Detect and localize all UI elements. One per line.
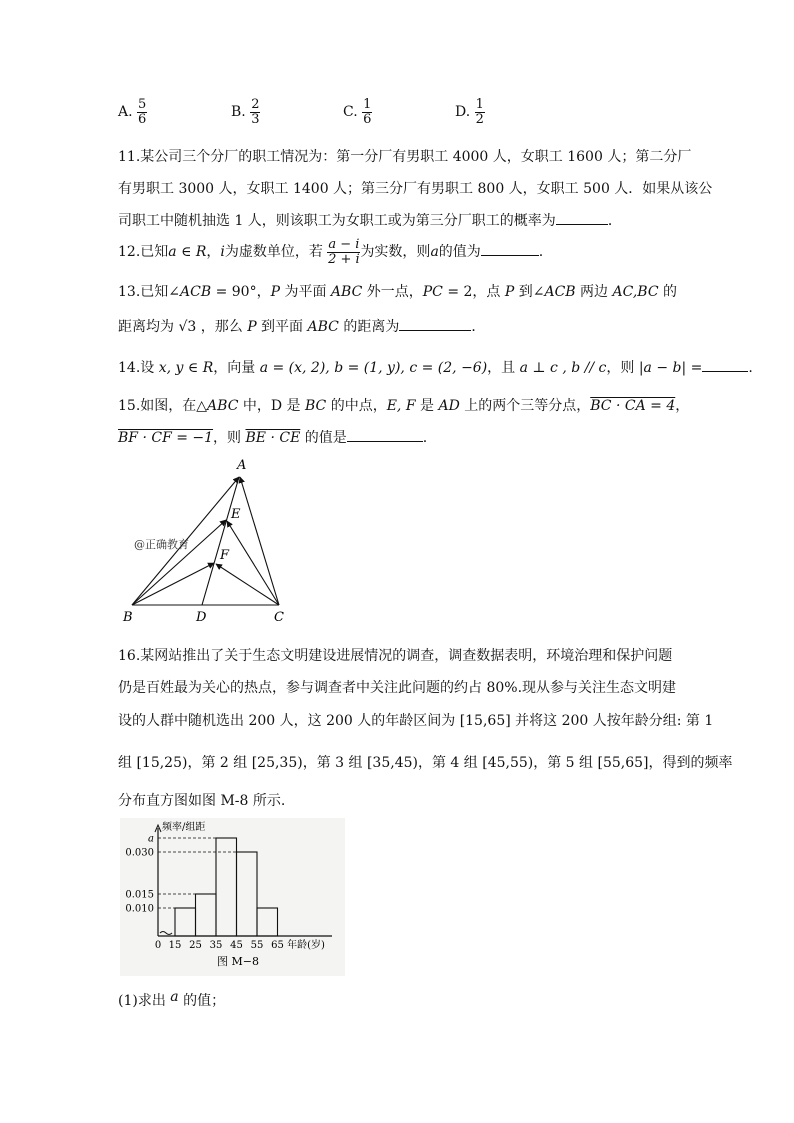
q12-mid: ， (206, 244, 221, 261)
q13-abc2: ABC (307, 319, 339, 335)
q11-line2: 有男职工 3000 人，女职工 1400 人；第三分厂有男职工 800 人，女职工 500 人．如果从该公 (118, 181, 713, 197)
q13-line2 (118, 316, 485, 336)
segment-da (202, 477, 239, 605)
q13-t5: = 2，点 (442, 284, 505, 300)
x-tick-label: 0 (154, 940, 162, 951)
q15-t6: ， (675, 398, 690, 414)
q13-p1: P (270, 284, 280, 300)
q12-end: . (538, 244, 544, 261)
q15-ef: E, F (386, 398, 416, 414)
q15-dot1: BC · CA = 4 (590, 398, 676, 414)
q15-t7: ，则 (213, 430, 246, 446)
q12-cond: a ∈ R (168, 244, 207, 261)
q11-answer-blank[interactable] (556, 223, 608, 225)
q12-i: i (220, 244, 225, 261)
label-c: C (274, 610, 284, 625)
q15-end: . (422, 430, 428, 446)
option-d (455, 98, 485, 126)
q13-t3: 为平面 (280, 284, 331, 300)
q16-line3: 设的人群中随机选出 200 人，这 200 人的年龄区间为 [15,65] 并将这 200 人按年龄分组: 第 1 (118, 713, 714, 729)
q16-line5: 分布直方图如图 M-8 所示. (118, 793, 286, 809)
q15-bc: BC (304, 398, 327, 414)
triangle-figure (120, 455, 300, 630)
q13-pc: PC (422, 284, 443, 300)
q14-cond: a ⊥ c , b // c (519, 360, 607, 376)
figure-caption: 图 M−8 (217, 955, 259, 968)
q12-a: a (430, 244, 439, 261)
q14-line (118, 357, 753, 377)
q16-line1: 16.某网站推出了关于生态文明建设进展情况的调查，调查数据表明，环境治理和保护问题 (118, 648, 673, 664)
option-d-label: D. (455, 104, 471, 121)
q14-answer-blank[interactable] (702, 370, 748, 372)
y-tick-label: a (148, 833, 154, 845)
q12-answer-blank[interactable] (481, 254, 539, 256)
q16-part1-a: a (170, 989, 179, 1005)
q16-part1-post: 的值； (178, 993, 226, 1009)
label-e: E (231, 507, 241, 522)
segment-be (132, 520, 226, 605)
q16-line2: 仍是百姓最为关心的热点，参与调查者中关注此问题的约占 80%.现从参与关注生态文明建 (118, 680, 677, 696)
q15-t4: 是 (415, 398, 439, 414)
segment-ce (227, 521, 279, 605)
y-tick-label: 0.015 (125, 889, 154, 901)
q13-acb: ACB (180, 284, 212, 300)
q13-sides: AC,BC (612, 284, 659, 300)
option-a-label: A. (118, 104, 133, 121)
option-d-fraction: $\frac{1}{2}$ (475, 97, 484, 127)
segment-bf (132, 563, 214, 605)
x-tick-label: 25 (189, 940, 202, 951)
option-c (343, 98, 372, 126)
q15-t8: 的值是 (300, 430, 347, 446)
q13-end: ． (471, 319, 486, 335)
label-d: D (196, 610, 207, 625)
q13-p3: P (247, 319, 257, 335)
q13-t1: 13.已知∠ (118, 284, 180, 300)
q13-acb2: ACB (544, 284, 576, 300)
q13-t6: 到∠ (514, 284, 545, 300)
q12-mid2: 为虚数单位，若 (224, 244, 323, 261)
q12-mid3: 为实数，则 (360, 244, 431, 261)
q13-t11: 的距离为 (338, 319, 400, 335)
q15-t5: 上的两个三等分点， (459, 398, 591, 414)
q13-abc1: ABC (330, 284, 363, 300)
q11-line3-text: 司职工中随机抽选 1 人，则该职工为女职工或为第三分厂职工的概率为 (118, 213, 556, 229)
q13-t10: 到平面 (256, 319, 308, 335)
q11-line3 (118, 210, 622, 230)
y-tick-label: 0.030 (125, 847, 154, 859)
segment-cf (216, 564, 279, 605)
q14-end: . (748, 360, 753, 376)
q16-part1-pre: (1)求出 (118, 993, 171, 1009)
q14-mid: ，向量 (213, 360, 260, 376)
histogram-figure (120, 818, 345, 976)
option-b-fraction: $\frac{2}{3}$ (251, 97, 260, 127)
q15-t2: 中，D 是 (238, 398, 305, 414)
x-tick-label: 35 (209, 940, 223, 951)
q12-pre: 12.已知 (118, 244, 169, 261)
q14-pre: 14.设 (118, 360, 159, 376)
q14-mid3: ，则 (606, 360, 639, 376)
option-a-fraction: $\frac{5}{6}$ (138, 97, 147, 127)
q13-t4: 外一点， (362, 284, 423, 300)
q15-t3: 的中点， (326, 398, 387, 414)
x-tick-label: 55 (250, 940, 264, 951)
q11-line1: 11.某公司三个分厂的职工情况为：第一分厂有男职工 4000 人，女职工 1600 人；第二分厂 (118, 149, 692, 165)
q14-xy: x, y ∈ R (158, 360, 214, 376)
q13-answer-blank[interactable] (399, 329, 471, 331)
x-tick-label: 45 (230, 940, 243, 951)
label-f: F (220, 548, 230, 563)
q14-vectors: a = (x, 2), b = (1, y), c = (2, −6) (259, 360, 488, 376)
q12-fraction: $\frac{a - i}{2 + i}$ (328, 237, 360, 267)
q15-answer-blank[interactable] (347, 440, 423, 442)
x-tick-label: 65 (271, 940, 284, 951)
q16-line4: 组 [15,25)，第 2 组 [25,35)，第 3 组 [35,45)，第 4 组 [45,55)，第 5 组 [55,65]，得到的频率 (118, 755, 733, 771)
q15-dot3: BE · CE (245, 430, 301, 446)
q11-line3-end: ． (607, 213, 622, 229)
q16-part1 (118, 990, 225, 1010)
q14-mid2: ，且 (487, 360, 520, 376)
x-tick-label: 15 (168, 940, 182, 951)
q13-t9: 距离均为 √3 ，那么 (118, 319, 248, 335)
q13-line1 (118, 281, 677, 301)
q12-line (118, 238, 543, 266)
q13-p2: P (504, 284, 515, 300)
q13-t7: 两边 (575, 284, 613, 300)
option-b-label: B. (231, 104, 246, 121)
watermark-text: @正确教育 (134, 538, 189, 551)
q13-t8: 的 (658, 284, 678, 300)
segment-ca (240, 477, 279, 605)
q15-abc: ABC (207, 398, 239, 414)
label-a: A (237, 458, 247, 473)
q15-ad: AD (438, 398, 460, 414)
label-b: B (123, 610, 133, 625)
option-c-label: C. (343, 104, 358, 121)
q15-t1: 15.如图，在△ (118, 398, 208, 414)
x-axis-label: 年龄(岁) (287, 940, 325, 951)
option-b (231, 98, 260, 126)
option-a (118, 98, 147, 126)
y-tick-label: 0.010 (125, 903, 154, 915)
option-c-fraction: $\frac{1}{6}$ (363, 97, 372, 127)
q15-line1 (118, 395, 689, 415)
q13-t2: = 90°， (211, 284, 271, 300)
y-axis-label: 频率/组距 (162, 822, 206, 833)
q12-post: 的值为 (438, 244, 481, 261)
q15-dot2: BF · CF = −1 (118, 430, 214, 446)
q14-expr: |a − b| = (638, 360, 703, 376)
q15-line2 (118, 427, 427, 447)
